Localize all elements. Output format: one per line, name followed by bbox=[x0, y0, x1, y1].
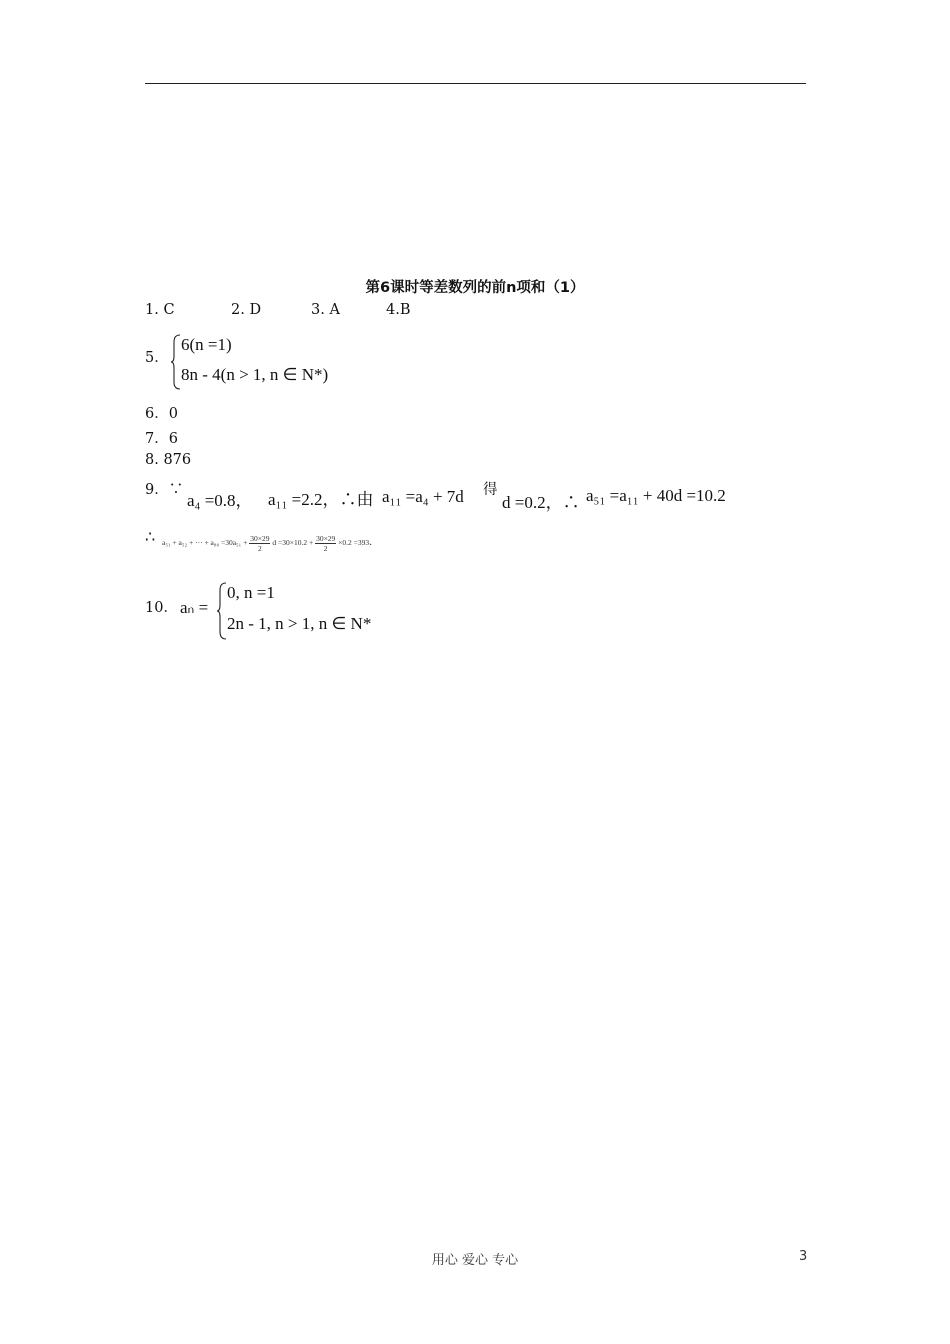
q10-case1: 0, n =1 bbox=[227, 583, 275, 602]
q10-case2: 2n - 1, n > 1, n ∈ N* bbox=[227, 614, 372, 633]
q9-relation: a₁₁ =a₄ + 7d bbox=[382, 487, 464, 506]
q9-a51: a₅₁ =a₁₁ + 40d =10.2 bbox=[586, 486, 726, 505]
q9-de: 得 bbox=[483, 482, 498, 498]
q9-end: . bbox=[369, 534, 373, 549]
answer-6: 6．0 bbox=[145, 406, 178, 422]
q9-sum-lhs: a₅₁ + a₅₂ + ··· + a₈₀ =30a₅₁ + bbox=[162, 538, 248, 548]
q9-label: 9．∵ bbox=[145, 482, 184, 498]
section-title: 第6课时等差数列的前n项和（1） bbox=[365, 280, 585, 296]
q9-f1-den: 2 bbox=[257, 544, 262, 553]
answer-8: 8. 876 bbox=[145, 452, 192, 468]
q9-a4: a₄ =0.8， bbox=[187, 491, 253, 510]
q9-a11: a₁₁ =2.2，∴由 bbox=[268, 490, 374, 509]
q9-f1-num: 30×29 bbox=[250, 534, 270, 543]
q10-lhs: aₙ = bbox=[180, 598, 209, 617]
q9-f2-den: 2 bbox=[323, 544, 328, 553]
answers-1-4 bbox=[145, 302, 411, 318]
q9-sum-tail: ×0.2 =393 bbox=[338, 538, 370, 548]
answer-4: 4.B bbox=[386, 302, 411, 318]
q9-fraction-2 bbox=[315, 534, 336, 553]
q9-sum-formula bbox=[162, 534, 372, 553]
answer-2: 2. D bbox=[231, 302, 262, 318]
q5-case2: 8n - 4(n > 1, n ∈ N*) bbox=[181, 365, 329, 384]
answer-1: 1. C bbox=[145, 302, 175, 318]
q10-label: 10． bbox=[145, 600, 178, 616]
footer-slogan: 用心 爱心 专心 bbox=[431, 1253, 519, 1268]
q9-sum-mid: d =30×10.2 + bbox=[272, 538, 314, 548]
q9-d: d =0.2，∴ bbox=[502, 493, 580, 512]
q9-therefore: ∴ bbox=[145, 527, 156, 546]
answer-3: 3. A bbox=[311, 302, 340, 318]
page-number: 3 bbox=[799, 1249, 808, 1264]
q5-case1: 6(n =1) bbox=[181, 335, 232, 354]
q9-f2-num: 30×29 bbox=[316, 534, 336, 543]
answer-7: 7．6 bbox=[145, 431, 178, 447]
q5-label: 5． bbox=[145, 350, 169, 366]
q9-fraction-1 bbox=[249, 534, 270, 553]
header-rule bbox=[145, 83, 806, 84]
